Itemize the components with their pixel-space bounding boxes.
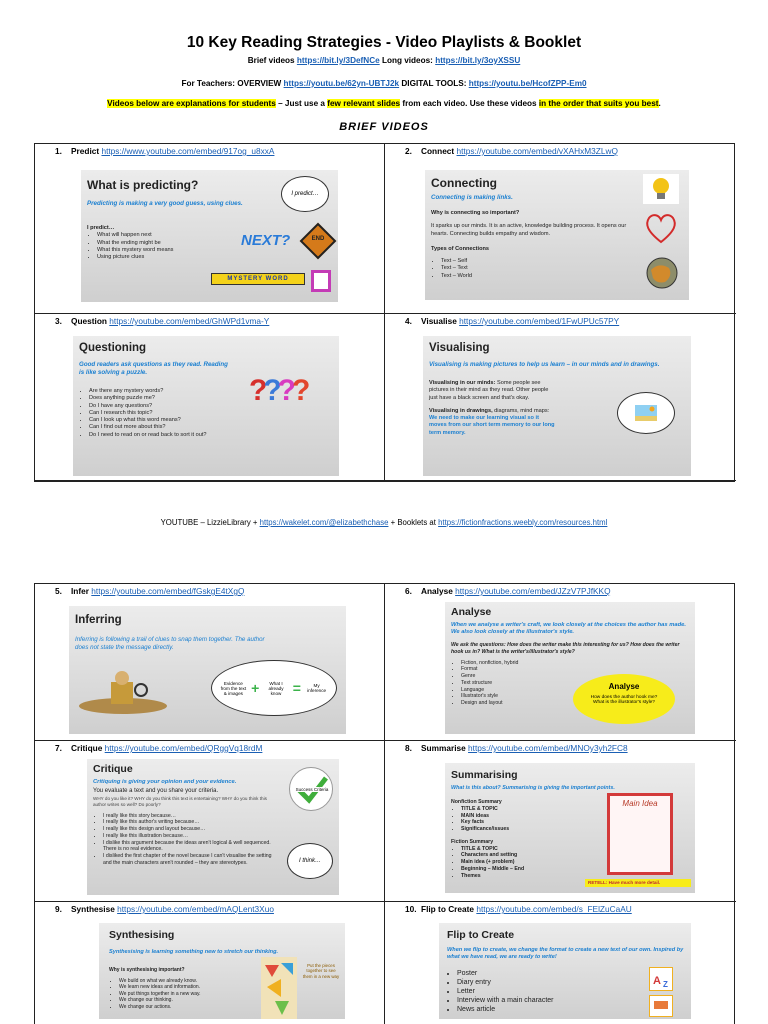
brief-videos-link[interactable]: https://bit.ly/3DefNCe — [296, 56, 380, 65]
next-question-icon: NEXT? — [241, 232, 291, 249]
slide-subtitle: Connecting is making links. — [431, 194, 513, 201]
video-number: 1. — [55, 146, 62, 156]
slide-bullet: • Text structure — [461, 680, 691, 687]
video-cell-analyse — [385, 584, 736, 741]
slide-paragraph: Some people see pictures in their mind as they read. Other people just have a black screen and that's okay. — [429, 380, 549, 401]
question-marks-icon: ???? — [249, 374, 307, 407]
slide-subtitle: What is this about? Summarising is giving the important points. — [451, 785, 615, 791]
main-idea-poster: Main Idea — [607, 793, 673, 875]
digital-tools-label: DIGITAL TOOLS: — [401, 79, 467, 88]
video-link[interactable]: https://youtube.com/embed/mAQLent3Xuo — [117, 904, 274, 914]
video-link[interactable]: https://youtube.com/embed/MNOy3yh2FC8 — [468, 743, 628, 753]
slide-bold: Visualising in drawings, — [429, 407, 493, 414]
thought-cloud-icon — [617, 392, 675, 434]
slide-title: Critique — [93, 763, 133, 775]
slide-question: We ask the questions: How does the writer make this interesting for us? How does the writer hook us in? What is the writer's/illustrator's style? — [451, 642, 680, 655]
slide-bullet: • TITLE & TOPIC — [461, 806, 581, 813]
svg-text:Z: Z — [663, 980, 668, 989]
video-name: Connect — [421, 146, 455, 156]
video-number: 2. — [405, 146, 412, 156]
slide-thumbnail[interactable] — [423, 336, 691, 476]
slide-title: What is predicting? — [87, 178, 199, 192]
slide-bullet: • Beginning – Middle – End — [461, 866, 581, 873]
teachers-overview-link[interactable]: https://youtu.be/62yn-UBTJ2k — [283, 79, 400, 88]
slide-question: WHY do you like it? WHY do you think this text is entertaining? WHY do you think this author writes so well? Do poorly? — [93, 795, 267, 807]
video-number: 3. — [55, 316, 62, 326]
detective-icon — [77, 668, 169, 716]
slide-subtitle: Good readers ask questions as they read. Reading is like solving a puzzle. — [79, 361, 228, 376]
slide-subtitle: Synthesising is learning something new to stretch our thinking. — [109, 949, 279, 955]
book-icon — [649, 995, 673, 1017]
section-title: BRIEF VIDEOS — [339, 121, 429, 133]
video-caption — [385, 902, 736, 914]
slide-bullet: • Characters and setting — [461, 852, 581, 859]
video-cell-flip-to-create — [385, 902, 736, 1024]
slide-bullet: • I disliked the first chapter of the novel because I can't visualise the setting and the main characters aren't rounded – they are stereotypes. — [103, 853, 273, 867]
slide-bullet: • Do I need to read on or read back to sort it out? — [89, 432, 207, 439]
video-caption — [385, 144, 736, 156]
video-number: 4. — [405, 316, 412, 326]
slide-bold: Visualising in our minds: — [429, 380, 496, 386]
video-name: Critique — [71, 743, 103, 753]
slide-subtitle: Critiquing is giving your opinion and your evidence. — [93, 779, 237, 785]
video-caption — [35, 314, 384, 326]
video-cell-summarise — [385, 741, 736, 902]
slide-title: Visualising — [429, 342, 490, 354]
slide-bullet: • Main idea (+ problem) — [461, 859, 581, 866]
video-cell-predict — [35, 144, 385, 314]
slide-bullet: • TITLE & TOPIC — [461, 846, 581, 853]
lightbulb-icon — [643, 174, 679, 204]
speech-bubble — [573, 674, 675, 724]
puzzle-caption: Put the pieces together to see them in a new way — [302, 963, 340, 979]
youtube-line — [0, 518, 768, 527]
slide-subtitle: When we analyse a writer's craft, we look closely at the choices the author has made. We also look closely at the illustrator's style. — [451, 622, 686, 636]
video-link[interactable]: https://youtube.com/embed/GhWPd1vma-Y — [109, 316, 270, 326]
slide-bullet: • MAIN ideas — [461, 813, 581, 820]
thought-cloud-icon: I predict… — [281, 176, 329, 212]
slide-body — [87, 225, 173, 261]
slide-bullet: • I dislike this argument because the ideas aren't logical & well sequenced. There is no real evidence. — [103, 840, 273, 854]
video-name: Question — [71, 316, 107, 326]
video-caption — [35, 144, 384, 156]
video-cell-critique — [35, 741, 385, 902]
heart-icon — [643, 212, 679, 244]
video-link[interactable]: https://youtube.com/embed/JZzV7PJfKKQ — [455, 586, 611, 596]
slide-bullet: • Genre — [461, 673, 691, 680]
video-name: Predict — [71, 146, 100, 156]
video-number: 5. — [55, 586, 62, 596]
slide-bullet: • We change our actions. — [119, 1004, 259, 1011]
wakelet-link[interactable]: https://wakelet.com/@elizabethchase — [259, 518, 389, 527]
video-name: Analyse — [421, 586, 453, 596]
slide-bullet: • Using picture clues — [97, 254, 173, 261]
slide-bullet: • Illustrator's style — [461, 693, 691, 700]
long-videos-link[interactable]: https://bit.ly/3oyXSSU — [435, 56, 521, 65]
slide-thumbnail[interactable] — [439, 923, 691, 1019]
slide-title: Synthesising — [109, 929, 175, 941]
inference-equation — [211, 660, 337, 716]
video-caption — [35, 741, 384, 753]
slide-bullet: • Significance/issues — [461, 826, 581, 833]
video-links-line — [0, 56, 768, 65]
slide-bullet: • What will happen next — [97, 232, 173, 239]
slide-section-title: Nonfiction Summary — [451, 799, 502, 805]
slide-title: Connecting — [431, 176, 497, 190]
slide-subtitle: Visualising is making pictures to help us learn – in our minds and in drawings. — [429, 361, 660, 368]
video-name: Infer — [71, 586, 89, 596]
slide-bullet: • We learn new ideas and information. — [119, 984, 259, 991]
slide-thumbnail[interactable] — [87, 759, 339, 895]
equation-inference: My inference — [307, 683, 327, 693]
brief-videos-label: Brief videos — [247, 56, 295, 65]
slide-subtitle: Inferring is following a trail of clues to snap them together. The author does not state the message directly. — [75, 636, 265, 651]
long-videos-label: Long videos: — [381, 56, 433, 65]
bubble-item: What is the illustrator's style? — [593, 700, 655, 705]
slide-bullet: • We change our thinking. — [119, 997, 259, 1004]
slide-bullet: • Language — [461, 687, 691, 694]
page-title: 10 Key Reading Strategies - Video Playlists & Booklet — [186, 34, 582, 51]
video-cell-connect — [385, 144, 736, 314]
slide-bullet: • Do I have any questions? — [89, 403, 207, 410]
video-number: 7. — [55, 743, 62, 753]
slide-body — [79, 388, 207, 439]
note-text: – Just use a — [275, 99, 328, 108]
slide-bullet: • What the ending might be — [97, 240, 173, 247]
slide-line: You evaluate a text and you share your criteria. — [93, 788, 219, 794]
equation-evidence: Evidence from the text & images — [220, 680, 247, 696]
slide-bullet: • Does anything puzzle me? — [89, 395, 207, 402]
retell-note: RETELL: Have much more detail. — [585, 879, 691, 887]
video-link[interactable]: https://www.youtube.com/embed/917og_u8xxA — [101, 146, 275, 156]
video-cell-visualise — [385, 314, 736, 481]
success-criteria-badge — [289, 767, 333, 811]
slide-bullet: • I really like this story because… — [103, 813, 273, 820]
slide-thumbnail[interactable] — [99, 923, 345, 1019]
slide-title: Questioning — [79, 342, 147, 354]
note-highlight-2: few relevant slides — [327, 99, 401, 108]
svg-text:A: A — [653, 975, 661, 987]
bubble-title: Analyse — [608, 682, 640, 691]
badge-label: Success Criteria — [293, 787, 331, 792]
slide-section-title: Fiction Summary — [451, 838, 494, 845]
slide-question: Why is synthesising important? — [109, 967, 185, 973]
slide-bullet: • Interview with a main character — [457, 996, 553, 1005]
video-link[interactable]: https://youtube.com/embed/1FwUPUc57PY — [459, 316, 620, 326]
video-caption — [35, 902, 384, 914]
video-caption — [35, 584, 384, 596]
note-end: . — [658, 99, 661, 108]
slide-thumbnail[interactable] — [69, 606, 346, 734]
slide-thumbnail[interactable] — [81, 170, 338, 302]
video-cell-synthesise — [35, 902, 385, 1024]
video-name: Synthesise — [71, 904, 115, 914]
video-table-1 — [34, 143, 735, 482]
slide-types-title: Types of Connections — [431, 245, 490, 252]
slide-paragraph: It sparks up our minds. It is an active, knowledge building process. It opens our hearts. Connecting builds empathy and wisdom. — [431, 223, 627, 237]
video-name: Visualise — [421, 316, 457, 326]
video-caption — [385, 741, 736, 753]
teachers-line — [0, 79, 768, 88]
thought-cloud-icon: I think… — [287, 843, 333, 879]
slide-thumbnail[interactable] — [445, 602, 695, 734]
slide-bullet: • I really like this design and layout because… — [103, 826, 273, 833]
video-cell-question — [35, 314, 385, 481]
slide-title: Analyse — [451, 606, 492, 618]
slide-bullet: • News article — [457, 1005, 553, 1014]
slide-bullet: • What this mystery word means — [97, 247, 173, 254]
youtube-mid: + Booklets at — [388, 518, 439, 527]
slide-body — [431, 210, 641, 280]
slide-bullet: • Design and layout — [461, 700, 691, 707]
mystery-word-banner: MYSTERY WORD — [211, 273, 305, 285]
slide-bullet: • Diary entry — [457, 978, 553, 987]
slide-lead: I predict… — [87, 225, 115, 231]
video-caption — [385, 584, 736, 596]
slide-bullet: • Text – Text — [441, 265, 641, 272]
video-number: 10. — [405, 904, 417, 914]
globe-icon — [645, 256, 679, 290]
slide-body — [451, 799, 581, 879]
slide-body — [429, 380, 555, 437]
slide-question: Why is connecting so important? — [431, 210, 520, 216]
digital-tools-link[interactable]: https://youtu.be/HcofZPP-Em0 — [468, 79, 587, 88]
equation-know: What I already know — [268, 680, 284, 696]
slide-body — [447, 969, 553, 1014]
slide-bullet: • I really like this author's writing because… — [103, 819, 273, 826]
slide-thumbnail[interactable] — [425, 170, 689, 300]
video-name: Flip to Create — [421, 904, 475, 914]
video-caption — [385, 314, 736, 326]
video-cell-infer — [35, 584, 385, 741]
video-link[interactable]: https://youtube.com/embed/vXAHxM3ZLwQ — [456, 146, 618, 156]
slide-bullet: • Text – Self — [441, 258, 641, 265]
slide-paragraph: diagrams, mind maps: — [492, 407, 550, 414]
slide-bullet: • Fiction, nonfiction, hybrid — [461, 660, 691, 667]
slide-bullet: • Text – World — [441, 273, 641, 280]
slide-bullet: • We build on what we already know. — [119, 978, 259, 985]
dictionary-icon — [649, 967, 673, 991]
slide-title: Flip to Create — [447, 929, 515, 941]
video-link[interactable]: https://youtube.com/embed/QRggVq18rdM — [104, 743, 263, 753]
slide-subtitle: Predicting is making a very good guess, using clues. — [87, 200, 243, 207]
slide-bullet: • Can I research this topic? — [89, 410, 207, 417]
slide-blue-text: We need to make our learning visual so it moves from our short term memory to our long term memory. — [429, 415, 555, 436]
teachers-label: For Teachers: OVERVIEW — [181, 79, 282, 88]
video-number: 9. — [55, 904, 62, 914]
video-link[interactable]: https://youtube.com/embed/fGskgE4tXgQ — [91, 586, 245, 596]
slide-bullet: • Key facts — [461, 819, 581, 826]
note-text-2: from each video. Use these videos — [400, 99, 539, 108]
equals-icon: = — [292, 680, 301, 696]
beach-picture-icon — [635, 405, 657, 421]
slide-body — [93, 788, 273, 867]
slide-bullet: • Poster — [457, 969, 553, 978]
slide-bullet: • Can I look up what this word means? — [89, 417, 207, 424]
end-sign-label: END — [311, 236, 325, 242]
frame-icon — [311, 270, 331, 292]
slide-bullet: • Format — [461, 666, 691, 673]
booklet-link[interactable]: https://fictionfractions.weebly.com/resources.html — [438, 518, 608, 527]
tangram-icon — [261, 957, 297, 1019]
slide-bullet: • Are there any mystery words? — [89, 388, 207, 395]
video-link[interactable]: https://youtube.com/embed/s_FElZuCaAU — [476, 904, 632, 914]
slide-bullet: • I really like this illustration because… — [103, 833, 273, 840]
bubble-item: How does the author hook me? — [590, 695, 658, 700]
slide-bullet: • Can I find out more about this? — [89, 424, 207, 431]
slide-thumbnail[interactable] — [445, 763, 695, 893]
slide-bullet: • Themes — [461, 873, 581, 880]
video-number: 6. — [405, 586, 412, 596]
slide-thumbnail[interactable] — [73, 336, 339, 476]
note-highlight-3: in the order that suits you best — [538, 99, 659, 108]
slide-title: Summarising — [451, 769, 518, 781]
instruction-note — [0, 99, 768, 108]
slide-title: Inferring — [75, 614, 122, 626]
slide-bullet: • Letter — [457, 987, 553, 996]
video-name: Summarise — [421, 743, 466, 753]
plus-icon: + — [251, 680, 260, 696]
video-table-2 — [34, 583, 735, 1024]
slide-body — [109, 967, 259, 1010]
youtube-prefix: YOUTUBE – LizzieLibrary + — [160, 518, 260, 527]
video-number: 8. — [405, 743, 412, 753]
slide-bullet: • We put things together in a new way. — [119, 991, 259, 998]
note-highlight-1: Videos below are explanations for students — [107, 99, 276, 108]
slide-subtitle: When we flip to create, we change the format to create a new text of our own. Inspired by what we have read, we are ready to write! — [447, 947, 684, 960]
